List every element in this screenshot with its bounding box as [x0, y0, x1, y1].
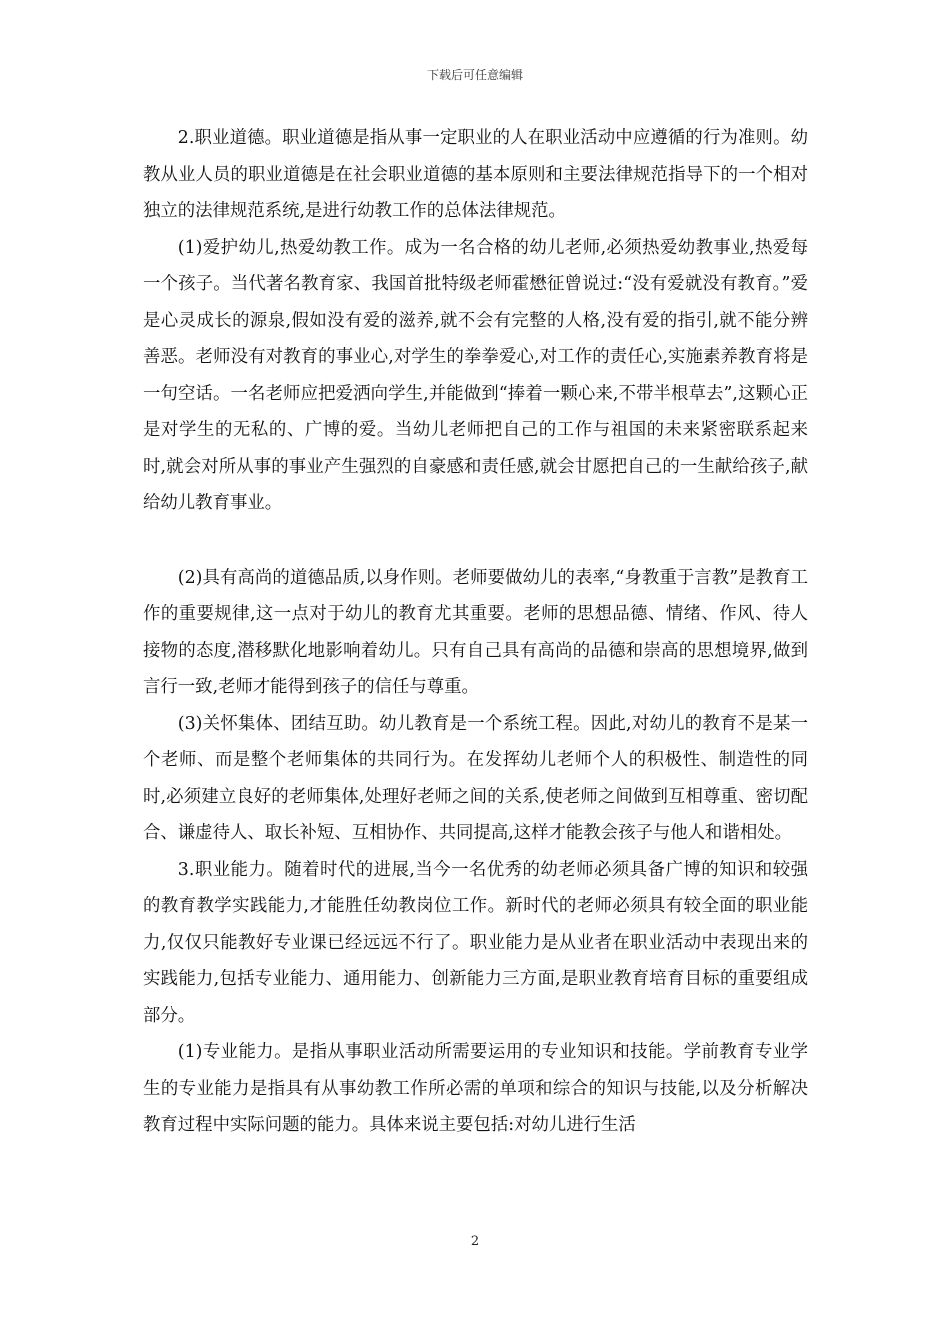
paragraph-love-children: (1)爱护幼儿,热爱幼教工作。成为一名合格的幼儿老师,必须热爱幼教事业,热爱每一个孩子。当代著名教育家、我国首批特级老师霍懋征曾说过:“没有爱就没有教育。”爱是心灵成长的源泉,假如没有爱的滋养,就不会有完整的人格,没有爱的指引,就不能分辨善恶。老师没有对教育的事业心,对学生的拳拳爱心,对工作的责任心,实施素养教育将是一句空话。一名老师应把爱洒向学生,并能做到“捧着一颗心来,不带半根草去”,这颗心正是对学生的无私的、广博的爱。当幼儿老师把自己的工作与祖国的未来紧密联系起来时,就会对所从事的事业产生强烈的自豪感和责任感,就会甘愿把自己的一生献给孩子,献给幼儿教育事业。: [143, 237, 808, 513]
paragraph-collective-unity: (3)关怀集体、团结互助。幼儿教育是一个系统工程。因此,对幼儿的教育不是某一个老师、而是整个老师集体的共同行为。在发挥幼儿老师个人的积极性、制造性的同时,必须建立良好的老师集体,处理好老师之间的关系,使老师之间做到互相尊重、密切配合、谦虚待人、取长补短、互相协作、共同提高,这样才能教会孩子与他人和谐相处。: [143, 713, 808, 843]
paragraph-specialized-ability: (1)专业能力。是指从事职业活动所需要运用的专业知识和技能。学前教育专业学生的专业能力是指具有从事幼教工作所必需的单项和综合的知识与技能,以及分析解决教育过程中实际问题的能力。具体来说主要包括:对幼儿进行生活: [143, 1042, 808, 1135]
page-header: 下载后可任意编辑: [426, 68, 523, 82]
page-number: 2: [470, 1234, 480, 1249]
paragraph-moral-character: (2)具有高尚的道德品质,以身作则。老师要做幼儿的表率,“身教重于言教”是教育工作的重要规律,这一点对于幼儿的教育尤其重要。老师的思想品德、情绪、作风、待人接物的态度,潜移默化地影响着幼儿。只有自己具有高尚的品德和崇高的思想境界,做到言行一致,老师才能得到孩子的信任与尊重。: [143, 567, 808, 697]
document-body: [143, 120, 808, 1144]
paragraph-professional-ability: 3.职业能力。随着时代的进展,当今一名优秀的幼老师必须具备广博的知识和较强的教育教学实践能力,才能胜任幼教岗位工作。新时代的老师必须具有较全面的职业能力,仅仅只能教好专业课已经远远不行了。职业能力是从业者在职业活动中表现出来的实践能力,包括专业能力、通用能力、创新能力三方面,是职业教育培育目标的重要组成部分。: [143, 859, 808, 1026]
paragraph-professional-ethics: 2.职业道德。职业道德是指从事一定职业的人在职业活动中应遵循的行为准则。幼教从业人员的职业道德是在社会职业道德的基本原则和主要法律规范指导下的一个相对独立的法律规范系统,是进行幼教工作的总体法律规范。: [143, 128, 808, 221]
